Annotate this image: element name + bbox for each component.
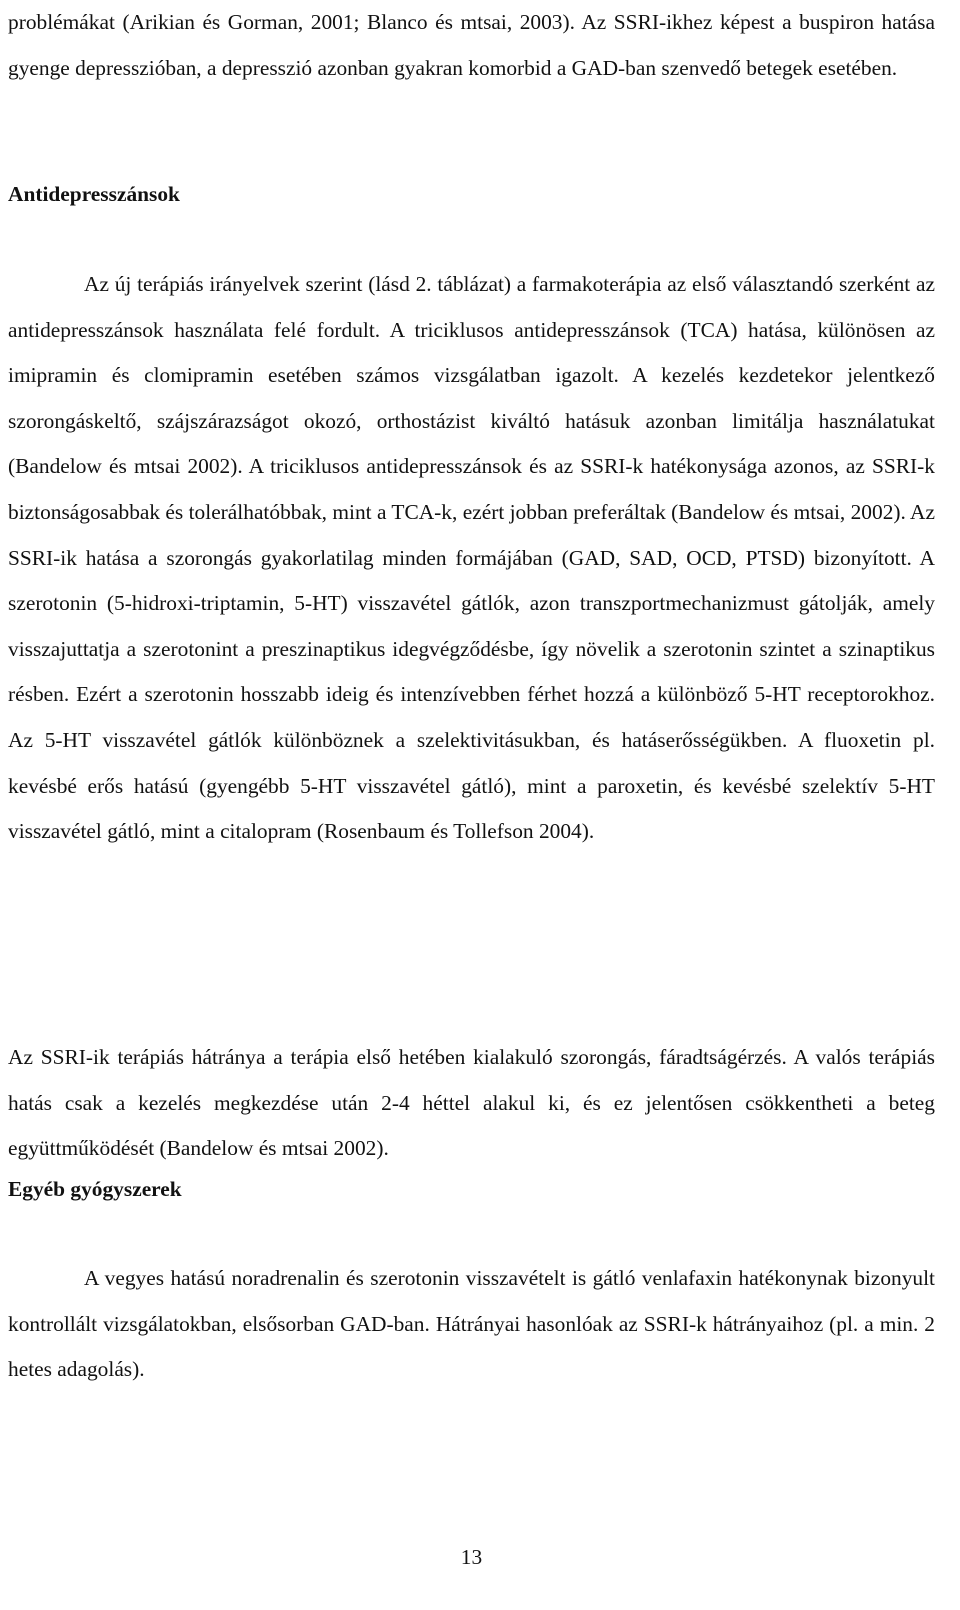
- intro-paragraph: problémákat (Arikian és Gorman, 2001; Blanco és mtsai, 2003). Az SSRI-ikhez képest a buspiron hatása gyenge depresszióban, a depresszió azonban gyakran komorbid a GAD-ban szenvedő betegek esetében.: [8, 10, 935, 80]
- other-drugs-paragraph: A vegyes hatású noradrenalin és szerotonin visszavételt is gátló venlafaxin hatékonynak bizonyult kontrollált vizsgálatokban, elsősorban GAD-ban. Hátrányai hasonlóak az SSRI-k hátrányaihoz (pl. a min. 2 hetes adagolás).: [8, 1266, 935, 1382]
- section-heading-other-drugs: Egyéb gyógyszerek: [8, 1177, 182, 1201]
- page-number: 13: [460, 1545, 483, 1569]
- section-heading-antidepressants: Antidepresszánsok: [8, 182, 180, 206]
- antidepressants-paragraph-1: Az új terápiás irányelvek szerint (lásd 2. táblázat) a farmakoterápia az első választandó szerként az antidepresszánsok használata felé fordult. A triciklusos antidepresszánsok (TCA) hatása, különösen az imipramin és clomipramin esetében számos vizsgálatban igazolt. A kezelés kezdetekor jelentkező szorongáskeltő, szájszárazságot okozó, orthostázist kiváltó hatásuk azonban limitálja használatukat (Bandelow és mtsai 2002). A triciklusos antidepresszánsok és az SSRI-k hatékonysága azonos, az SSRI-k biztonságosabbak és tolerálhatóbbak, mint a TCA-k, ezért jobban preferáltak (Bandelow és mtsai, 2002). Az SSRI-ik hatása a szorongás gyakorlatilag minden formájában (GAD, SAD, OCD, PTSD) bizonyított. A szerotonin (5-hidroxi-triptamin, 5-HT) visszavétel gátlók, azon transzportmechanizmust gátolják, amely visszajuttatja a szerotonint a preszinaptikus idegvégződésbe, így növelik a szerotonin szintet a szinaptikus résben. Ezért a szerotonin hosszabb ideig és intenzívebben férhet hozzá a különböző 5-HT receptorokhoz. Az 5-HT visszavétel gátlók különböznek a szelektivitásukban, és hatáserősségükben. A fluoxetin pl. kevésbé erős hatású (gyengébb 5-HT visszavétel gátló), mint a paroxetin, és kevésbé szelektív 5-HT visszavétel gátló, mint a citalopram (Rosenbaum és Tollefson 2004).: [8, 272, 935, 844]
- antidepressants-paragraph-2: Az SSRI-ik terápiás hátránya a terápia első hetében kialakuló szorongás, fáradtságérzés. A valós terápiás hatás csak a kezelés megkezdése után 2-4 héttel alakul ki, és ez jelentősen csökkentheti a beteg együttműködését (Bandelow és mtsai 2002).: [8, 1045, 935, 1161]
